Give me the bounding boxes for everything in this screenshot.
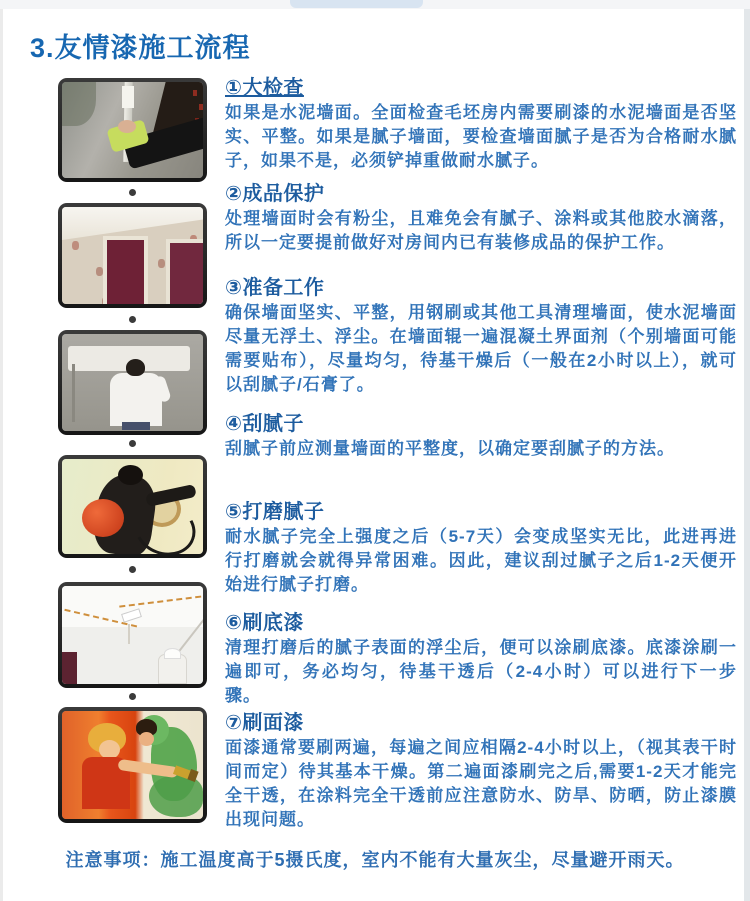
interface-agent-photo-content — [62, 334, 203, 431]
step-3 — [225, 276, 737, 397]
page-left-border — [0, 9, 3, 901]
man-face — [139, 732, 154, 746]
step-2-heading: ②成品保护 — [225, 183, 325, 205]
wall-level-check-photo — [58, 78, 207, 182]
step-6-heading: ⑥刷底漆 — [225, 612, 304, 634]
step-1-heading: ①大检查 — [225, 77, 304, 99]
separator-dot — [129, 316, 136, 323]
wall-edge — [72, 364, 75, 422]
spirit-level-cap — [122, 86, 134, 108]
step-7-body: 面漆通常要刷两遍，每遍之间应相隔2-4小时以上，（视其表干时间而定）待其基本干燥。第二遍面漆刷完之后,需要1-2天才能完全干透，在涂料完全干透前应注意防水、防旱、防晒，防止漆膜出现问题。 — [225, 738, 737, 829]
topcoat-painting-photo — [58, 707, 207, 823]
step-4-heading: ④刮腻子 — [225, 413, 304, 435]
step-6 — [225, 611, 737, 708]
room-protection-photo-content — [62, 207, 203, 304]
worker-cap — [164, 648, 181, 659]
primer-photo-content — [62, 586, 203, 684]
step-1-body: 如果是水泥墙面。全面检查毛坯房内需要刷漆的水泥墙面是否坚实、平整。如果是腻子墙面，要检查墙面腻子是否为合格耐水腻子，如果不是，必须铲掉重做耐水腻子。 — [225, 103, 737, 170]
putty-sanding-photo — [58, 455, 207, 558]
step-5 — [225, 500, 737, 597]
separator-dot — [129, 440, 136, 447]
browser-tab-remnant — [290, 0, 423, 8]
step-3-body: 确保墙面坚实、平整，用钢刷或其他工具清理墙面，使水泥墙面尽量无浮土、浮尘。在墙面辊一遍混凝土界面剂（个别墙面可能需要贴布），尽量均匀，待基干燥后（一般在2小时以上），就可以刮腻子/石膏了。 — [225, 303, 737, 394]
red-machine-tank — [82, 499, 124, 537]
putty-sanding-photo-content — [62, 459, 203, 554]
step-7-heading: ⑦刷面漆 — [225, 712, 304, 734]
separator-dot — [129, 693, 136, 700]
worker-hand — [118, 120, 136, 133]
step-3-heading: ③准备工作 — [225, 277, 325, 299]
primer-ceiling-roller-photo — [58, 582, 207, 688]
step-6-body: 清理打磨后的腻子表面的浮尘后，便可以涂刷底漆。底漆涂刷一遍即可，务必均匀，待基干透后（2-4小时）可以进行下一步骤。 — [225, 638, 737, 705]
wall-corner — [128, 624, 130, 644]
step-4-body: 刮腻子前应测量墙面的平整度，以确定要刮腻子的方法。 — [225, 439, 675, 458]
separator-dot — [129, 566, 136, 573]
step-1 — [225, 76, 737, 173]
step-2-body: 处理墙面时会有粉尘，且难免会有腻子、涂料或其他胶水滴落，所以一定要提前做好对房间内已有装修成品的保护工作。 — [225, 209, 737, 252]
step-5-heading: ⑤打磨腻子 — [225, 501, 325, 523]
step-2 — [225, 182, 737, 255]
brick-spots — [193, 90, 197, 96]
worker-pants — [122, 422, 150, 430]
page-title: 3.友情漆施工流程 — [30, 33, 251, 63]
covered-door-left — [103, 236, 148, 304]
dark-doorway — [62, 652, 77, 684]
interface-agent-rolling-photo — [58, 330, 207, 435]
paper-patches — [72, 241, 79, 250]
room-protection-photo — [58, 203, 207, 308]
footer-note: 注意事项：施工温度高于5摄氏度，室内不能有大量灰尘，尽量避开雨天。 — [65, 850, 685, 870]
topcoat-photo-content — [62, 711, 203, 819]
wall-level-check-photo-content — [62, 82, 203, 178]
scrollbar-track[interactable] — [744, 9, 750, 901]
worker-head — [126, 359, 145, 376]
separator-dot — [129, 189, 136, 196]
step-7 — [225, 711, 737, 832]
covered-door-right — [166, 239, 203, 304]
ceiling — [62, 586, 203, 627]
worker-head — [118, 465, 143, 485]
step-5-body: 耐水腻子完全上强度之后（5-7天）会变成坚实无比，此进再进行打磨就会就得异常困难。因此，建议刮过腻子之后1-2天便开始进行腻子打磨。 — [225, 527, 737, 594]
step-4 — [225, 412, 737, 461]
